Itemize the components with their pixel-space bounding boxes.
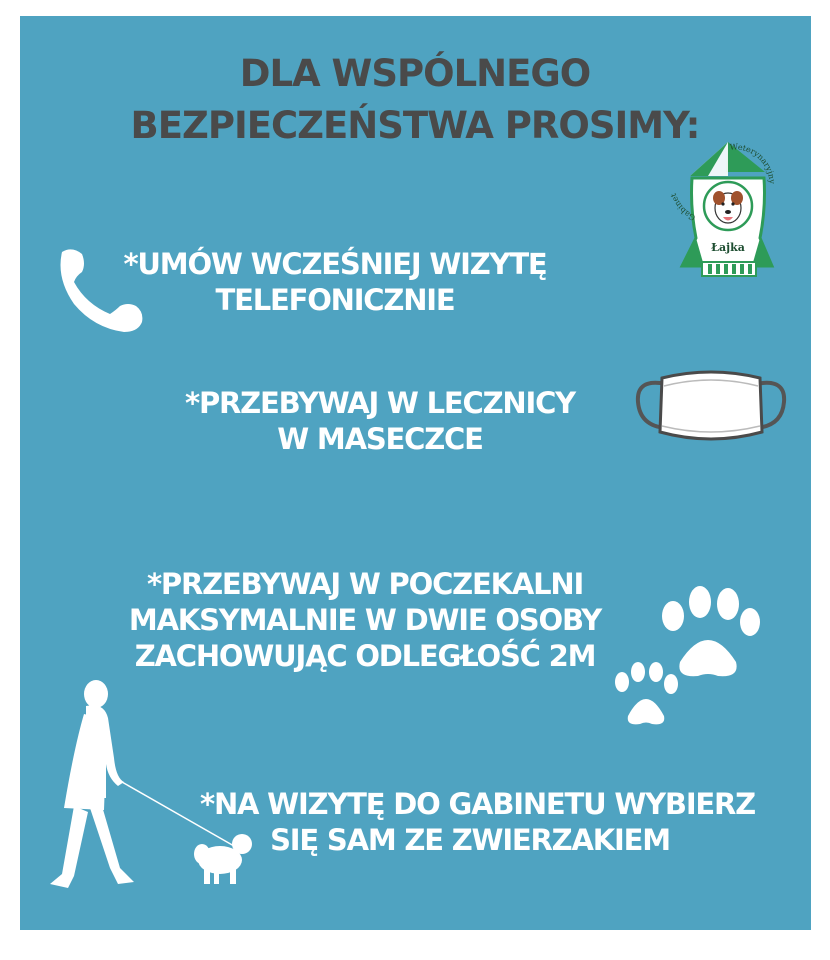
face-mask-icon	[632, 362, 790, 446]
rule-2	[160, 385, 600, 457]
rule-2-line-2: W MASECZCE	[277, 422, 483, 456]
rule-3	[110, 566, 620, 674]
rule-1-line-1: *UMÓW WCZEŚNIEJ WIZYTĘ	[123, 247, 547, 281]
rule-3-line-2: MAKSYMALNIE W DWIE OSOBY	[128, 603, 602, 637]
rule-3-line-1: *PRZEBYWAJ W POCZEKALNI	[146, 567, 584, 601]
rule-4-line-2: SIĘ SAM ZE ZWIERZAKIEM	[270, 823, 670, 857]
logo-arc-left-text: Gabinet	[668, 192, 697, 223]
rule-4	[200, 786, 755, 858]
rule-4-line-1: *NA WIZYTĘ DO GABINETU WYBIERZ	[200, 787, 755, 821]
logo-name: Łajka	[711, 241, 745, 254]
rule-1-line-2: TELEFONICZNIE	[215, 283, 455, 317]
paw-prints-icon	[608, 578, 768, 728]
page-title-line-2: BEZPIECZEŃSTWA PROSIMY:	[130, 104, 700, 147]
rule-1	[110, 246, 560, 318]
rule-3-line-3: ZACHOWUJĄC ODLEGŁOŚĆ 2M	[134, 639, 596, 673]
logo-arc-right-text: Weterynaryjny	[729, 142, 777, 185]
page-title-line-1: DLA WSPÓLNEGO	[239, 52, 591, 95]
rule-2-line-1: *PRZEBYWAJ W LECZNICY	[185, 386, 575, 420]
clinic-logo	[668, 138, 788, 282]
